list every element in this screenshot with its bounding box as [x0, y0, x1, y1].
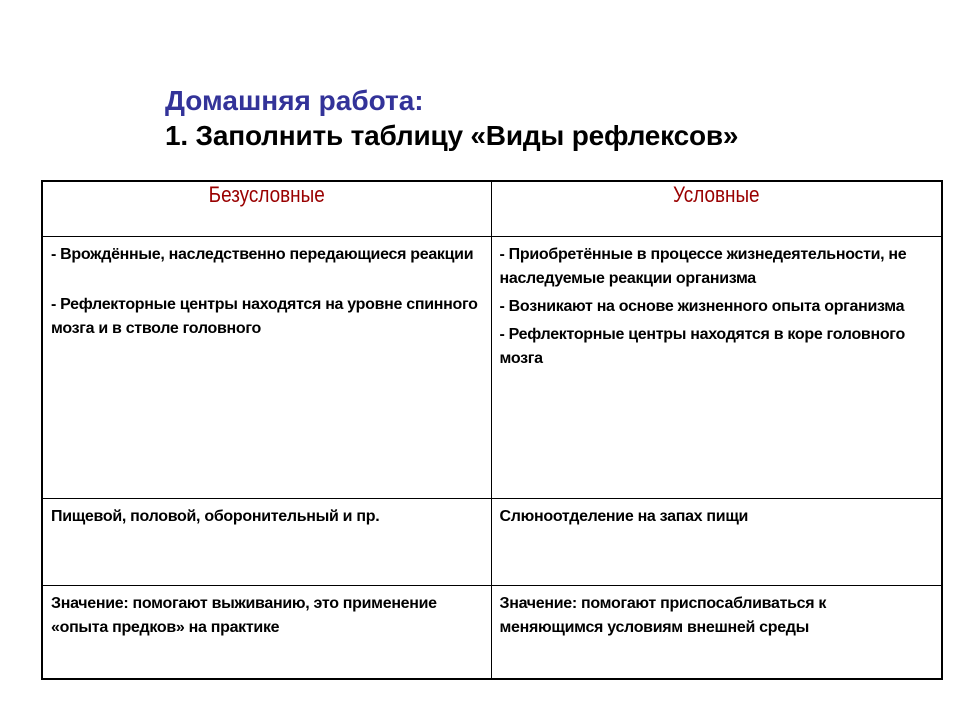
title-block — [165, 84, 925, 154]
table-row-features — [42, 237, 942, 499]
table-row-meaning — [42, 586, 942, 680]
examples-conditioned-text: Слюноотделение на запах пищи — [499, 508, 749, 525]
cell-meaning-unconditioned — [42, 586, 491, 680]
reflex-types-table — [41, 180, 943, 680]
table-row-examples — [42, 499, 942, 586]
cell-features-unconditioned — [42, 237, 491, 499]
feature-spinal-centers: - Рефлекторные центры находятся на уровне спинного мозга и в стволе головного — [51, 296, 478, 337]
cell-features-conditioned — [491, 237, 942, 499]
feature-experience: - Возникают на основе жизненного опыта организма — [499, 298, 905, 315]
examples-unconditioned-text: Пищевой, половой, оборонительный и пр. — [51, 508, 380, 525]
header-conditioned: Условные — [523, 181, 911, 237]
cell-examples-unconditioned — [42, 499, 491, 586]
feature-innate: - Врождённые, наследственно передающиеся реакции — [51, 246, 474, 263]
cell-examples-conditioned — [491, 499, 942, 586]
meaning-unconditioned-text: Значение: помогают выживанию, это применение «опыта предков» на практике — [51, 595, 437, 636]
meaning-conditioned-text: Значение: помогают приспосабливаться к меняющимся условиям внешней среды — [499, 595, 827, 636]
feature-acquired: - Приобретённые в процессе жизнедеятельности, не наследуемые реакции организма — [499, 246, 907, 287]
feature-cortex-centers: - Рефлекторные центры находятся в коре головного мозга — [499, 326, 905, 367]
header-unconditioned: Безусловные — [73, 181, 459, 237]
homework-heading: Домашняя работа: — [165, 85, 424, 116]
table-header-row — [42, 181, 942, 237]
cell-meaning-conditioned — [491, 586, 942, 680]
task-heading: 1. Заполнить таблицу «Виды рефлексов» — [165, 120, 739, 151]
